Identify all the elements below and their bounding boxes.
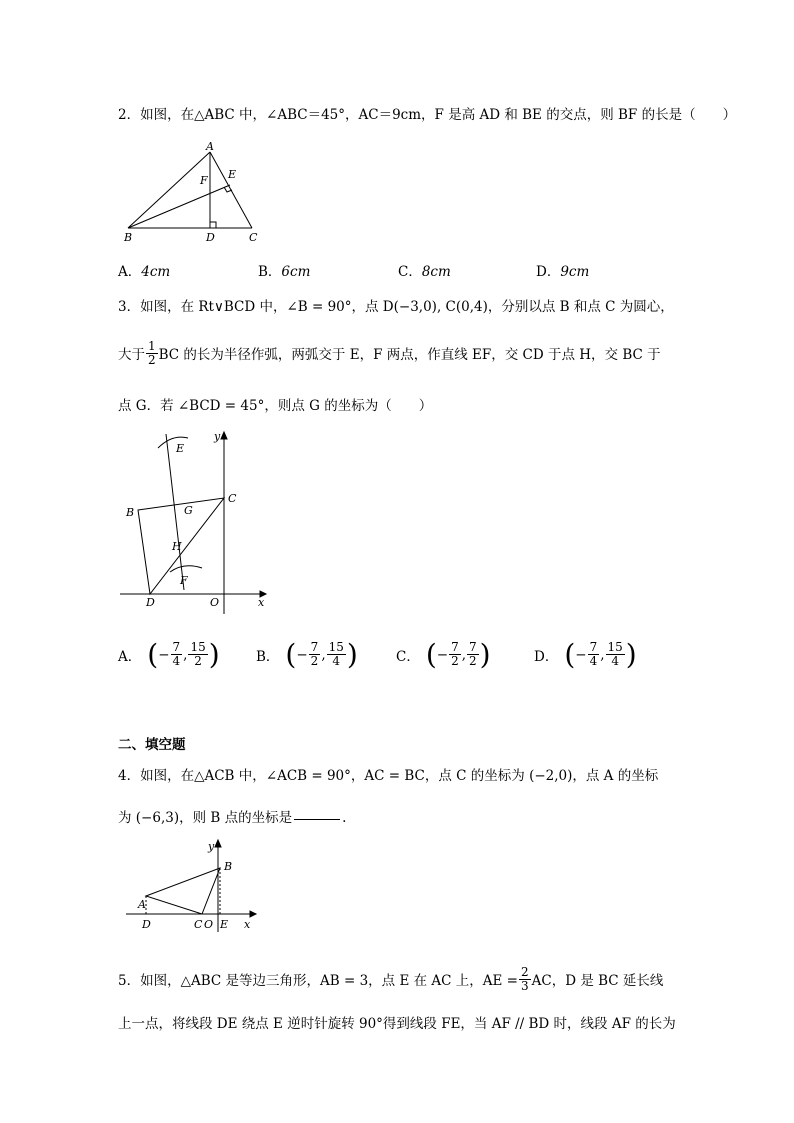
fraction: $\frac{1}{2}$ — [148, 339, 156, 367]
question-2-stem: 2．如图，在△ABC 中，∠ABC＝45°，AC＝9cm，F 是高 AD 和 BE 的交点，则 BF 的长是（ ） — [118, 107, 737, 123]
axis-label: x — [258, 596, 265, 609]
origin-label: O — [204, 918, 214, 931]
q3-option-c[interactable]: C． ( − $\frac{7}{2}$ , $\frac{7}{2}$ ) — [396, 638, 491, 671]
question-3-line-2: 大于 $\frac{1}{2}$ BC 的长为半径作弧，两弧交于 E，F 两点，作直线 EF，交 CD 于点 H，交 BC 于 — [118, 339, 661, 367]
point-label: D — [206, 231, 215, 244]
question-3-figure — [118, 428, 278, 618]
point-label: B — [224, 860, 233, 873]
section-title: 二、填空题 — [118, 737, 186, 753]
axis-label: y — [208, 840, 215, 853]
point-label: B — [126, 506, 135, 519]
axis-label: x — [244, 918, 251, 931]
q3-option-b[interactable]: B． ( − $\frac{7}{2}$ , $\frac{15}{4}$ ) — [256, 638, 358, 671]
q3-option-a[interactable]: A． ( − $\frac{7}{4}$ , $\frac{15}{2}$ ) — [118, 638, 220, 671]
point-label: D — [142, 918, 151, 931]
answer-blank[interactable] — [294, 819, 340, 820]
point-label: A — [138, 898, 146, 911]
question-2-figure — [118, 140, 278, 245]
segment-ab — [128, 152, 210, 228]
y-axis-arrow — [215, 840, 221, 847]
point-label: D — [146, 596, 155, 609]
point-label: F — [200, 174, 208, 187]
q2-option-a[interactable]: A．4cm — [118, 264, 171, 280]
question-3-line-1: 3．如图，在 Rt∨BCD 中，∠B = 90°，点 D(−3,0), C(0,4)，分别以点 B 和点 C 为圆心， — [118, 299, 674, 315]
point-label: C — [194, 918, 203, 931]
question-5-line-1: 5．如图，△ABC 是等边三角形，AB = 3，点 E 在 AC 上，AE = $\frac{2}{3}$ AC，D 是 BC 延长线 — [118, 965, 664, 993]
axis-label: y — [214, 430, 221, 443]
q2-option-c[interactable]: C．8cm — [398, 264, 451, 280]
point-label: C — [249, 231, 258, 244]
point-label: E — [220, 918, 229, 931]
point-label: F — [180, 574, 188, 587]
question-4-figure — [122, 838, 262, 934]
origin-label: O — [210, 596, 220, 609]
point-label: E — [228, 168, 237, 181]
point-label: B — [124, 231, 133, 244]
fraction: $\frac{2}{3}$ — [520, 965, 529, 993]
point-label: A — [206, 140, 214, 153]
question-5-line-2: 上一点，将线段 DE 绕点 E 逆时针旋转 90°得到线段 FE，当 AF // BD 时，线段 AF 的长为 — [118, 1016, 676, 1032]
triangle-acb — [146, 868, 220, 914]
point-label: G — [184, 504, 193, 517]
point-label: H — [172, 540, 182, 553]
question-4-line-1: 4．如图，在△ACB 中，∠ACB = 90°，AC = BC，点 C 的坐标为 (−2,0)，点 A 的坐标 — [118, 768, 659, 784]
question-3-line-3: 点 G．若 ∠BCD = 45°，则点 G 的坐标为（ ） — [118, 398, 433, 414]
right-angle-mark-d — [210, 222, 216, 228]
q2-option-d[interactable]: D．9cm — [536, 264, 590, 280]
q3-option-d[interactable]: D． ( − $\frac{7}{4}$ , $\frac{15}{4}$ ) — [534, 638, 637, 671]
arc-f — [170, 566, 202, 572]
q2-option-b[interactable]: B．6cm — [258, 264, 311, 280]
point-label: C — [228, 492, 237, 505]
question-4-line-2: 为 (−6,3)，则 B 点的坐标是 . — [118, 810, 347, 826]
point-label: E — [176, 442, 185, 455]
y-axis-arrow — [221, 432, 227, 439]
x-axis-arrow — [250, 911, 256, 917]
